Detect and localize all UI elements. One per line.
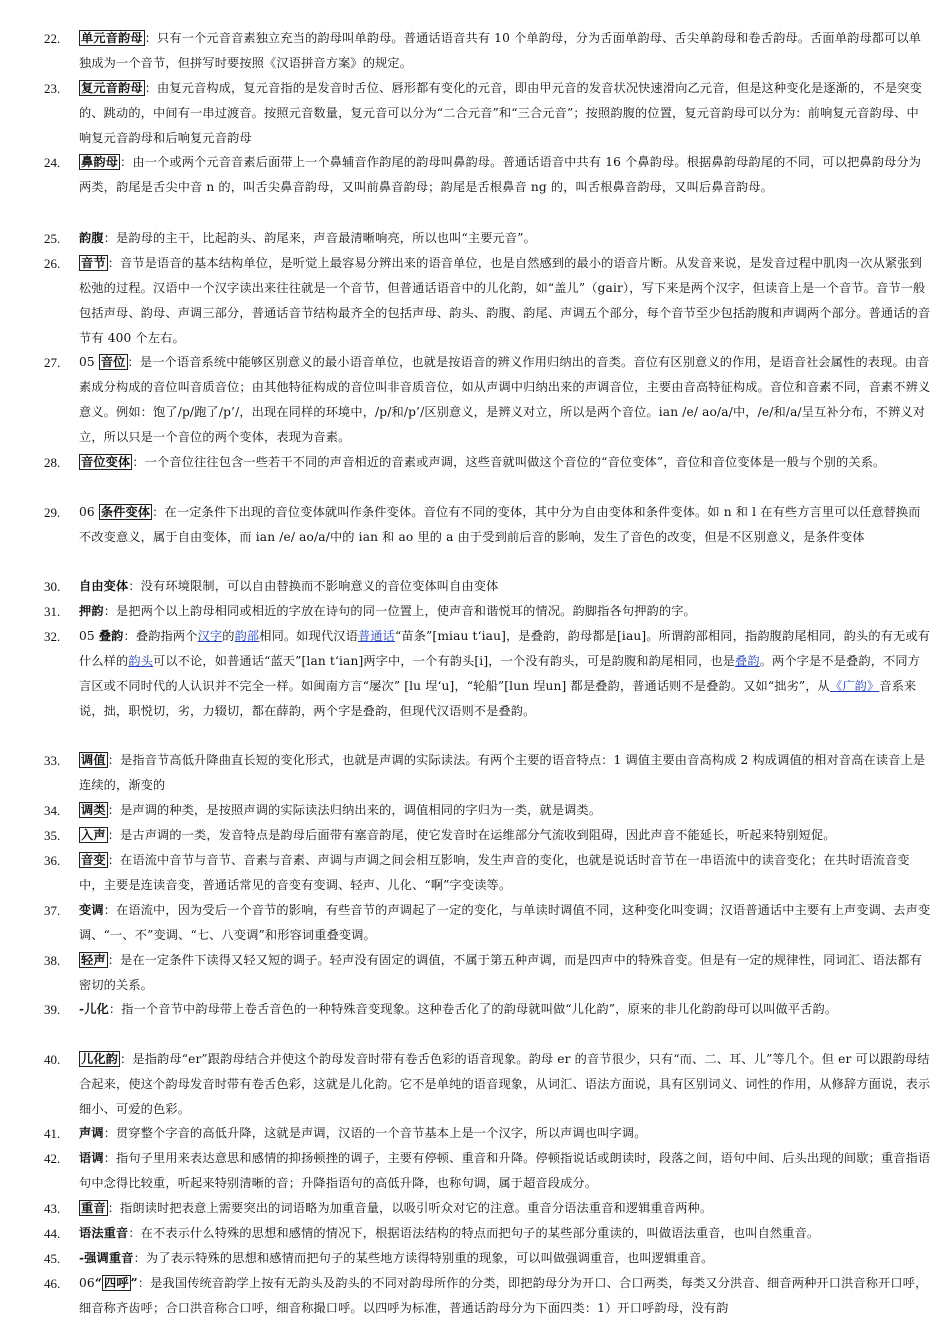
entry-term: 语调 (79, 1151, 104, 1165)
entry-term: 轻声 (81, 953, 106, 967)
entry-term: 叠韵 (98, 629, 124, 643)
entry-text-run: ：是韵母的主干，比起韵头、韵尾来，声音最清晰响亮，所以也叫“主要元音”。 (103, 231, 536, 245)
entry-text (79, 150, 931, 200)
entry-text-run: ：是古声调的一类，发音特点是韵母后面带有塞音韵尾，使它发音时在运维部分气流收到阻碍，因此声音不能延长，听起来特别短促。 (107, 828, 836, 842)
entry-term: 复元音韵母 (81, 81, 143, 95)
entry-text-run: ：在不表示什么特殊的思想和感情的情况下，根据语法结构的特点而把句子的某些部分重读的，叫做语法重音，也叫自然重音。 (128, 1226, 820, 1240)
entry-text-run: ：叠韵指两个 (123, 629, 198, 643)
entry-number: 28. (44, 455, 61, 470)
entry-number: 44. (44, 1226, 61, 1241)
entry-text (79, 1271, 931, 1321)
entry-number: 39. (44, 1002, 61, 1017)
entry-term: “ (94, 1276, 102, 1290)
entry-text-run: ：在一定条件下出现的音位变体就叫作条件变体。音位有不同的变体，其中分为自由变体和条件变体。如 n 和 l 在有些方言里可以任意替换而不改变意义，属于自由变体，而 ian /e/ ao/a/中的 ian 和 ao 里的 a 由于受到前后音的影响，发生了音色的改变，但是不区别意义，是条件变体 (79, 505, 921, 544)
entry-text-run: ：在语流中音节与音节、音素与音素、声调与声调之间会相互影响，发生声音的变化，也就是说话时音节在一串语流中的读音变化；在共时语流音变中，主要是连读音变，普通话常见的音变有变调、轻声、儿化、“啊”字变读等。 (79, 853, 910, 892)
entry-text-run: ：音节是语音的基本结构单位，是听觉上最容易分辨出来的语音单位，也是自然感到的最小的语音片断。从发音来说，是发音过程中肌肉一次从紧张到松弛的过程。汉语中一个汉字读出来往往就是一个音节，但普通话语音中的儿化韵，如“盖儿”（gair），写下来是两个汉字，但读音上是一个音节。音节一般包括声母、韵母、声调三部分，普通话音节结构最齐全的包括声母、韵头、韵腹、韵尾、声调五个部分，每个音节至少包括韵腹和声调两个部分。普通话的音节有 400 个左右。 (79, 256, 931, 345)
entry-term: 条件变体 (100, 505, 151, 519)
entry-term: 音位变体 (81, 455, 131, 469)
entry-term: 单元音韵母 (81, 31, 143, 45)
entry-text (79, 848, 931, 898)
entry-text (79, 948, 931, 998)
entry-number: 30. (44, 579, 61, 594)
entry-text-run: 06 (79, 1276, 95, 1290)
entry-term: 音位 (100, 355, 126, 369)
entry-term: 鼻韵母 (81, 155, 119, 169)
entry-text (79, 574, 931, 599)
entry-text (79, 599, 931, 624)
entry-term: 重音 (81, 1201, 106, 1215)
entry-number: 23. (44, 81, 61, 96)
entry-text (79, 748, 931, 798)
entry-text-run: ：是一个语音系统中能够区别意义的最小语音单位，也就是按语音的辨义作用归纳出的音类。音位有区别意义的作用，是语音社会属性的表现。由音素成分构成的音位叫音质音位；由其他特征构成的音位叫非音质音位，如从声调中归纳出来的声调音位，主要由音高特征构成。音位和音素不同，音素不辨义意义。例如：饱了/p/跑了/p’/，出现在同样的环境中，/p/和/p’/区别意义，是辨义对立，所以是两个音位。ian /e/ ao/a/中，/e/和/a/呈互补分布，不辨义对立，所以只是一个音位的两个变体，表现为音素。 (79, 355, 931, 444)
entry-text-run: ：是声调的种类，是按照声调的实际读法归纳出来的，调值相同的字归为一类，就是调类。 (107, 803, 602, 817)
entry-text-run: 音系来说，拙，职悦切，劣，力辍切，都在薛韵，两个字是叠韵，但现代汉语则不是叠韵。 (79, 679, 917, 718)
entry-number: 32. (44, 629, 61, 644)
entry-number: 36. (44, 853, 61, 868)
entry-text-run: ：是把两个以上韵母相同或相近的字放在诗句的同一位置上，使声音和谐悦耳的情况。韵脚指各句押韵的字。 (103, 604, 696, 618)
entry-text-run: 的 (222, 629, 235, 643)
entry-text (79, 1221, 931, 1246)
entry-text (79, 624, 931, 724)
entry-term: 音节 (81, 256, 106, 270)
entry-number: 42. (44, 1151, 61, 1166)
entry-term: 押韵 (79, 604, 104, 618)
entry-text-run: ：是在一定条件下读得又轻又短的调子。轻声没有固定的调值，不属于第五种声调，而是四声中的特殊音变。但是有一定的规律性，同词汇、语法都有密切的关系。 (79, 953, 922, 992)
entry-text-run: ：是指韵母“er”跟韵母结合并使这个韵母发音时带有卷舌色彩的语音现象。韵母 er 的音节很少，只有“而、二、耳、儿”等几个。但 er 可以跟韵母结合起来，使这个韵母发音时带有卷舌色彩，这就是儿化韵。它不是单纯的语音现象，从词汇、语法方面说，具有区别词义、词性的作用，从修辞方面说，表示细小、可爱的色彩。 (79, 1052, 931, 1116)
entry-number: 25. (44, 231, 61, 246)
entry-term: -儿化 (79, 1002, 109, 1016)
entry-text (79, 350, 931, 450)
entry-number: 31. (44, 604, 61, 619)
entry-number: 34. (44, 803, 61, 818)
entry-term: 自由变体 (79, 579, 129, 593)
entry-number: 27. (44, 355, 61, 370)
entry-text-run: ：为了表示特殊的思想和感情而把句子的某些地方读得特别重的现象，可以叫做强调重音，也叫逻辑重音。 (133, 1251, 714, 1265)
entry-text-run: ：由复元音构成，复元音指的是发音时舌位、唇形都有变化的元音，即由甲元音的发音状况快速滑向乙元音，但是这种变化是逐渐的，不是突变的、跳动的，中间有一串过渡音。按照元音数量，复元音可以分为“二合元音”和“三合元音”；按照韵腹的位置，复元音韵母可以分为：前响复元音韵母、中响复元音韵母和后响复元音韵母 (79, 81, 922, 145)
entry-text-run: 05 (79, 629, 99, 643)
entry-text-run: 相同。如现代汉语 (259, 629, 358, 643)
entry-number: 46. (44, 1276, 61, 1291)
entry-text-run: ：是指音节高低升降曲直长短的变化形式，也就是声调的实际读法。有两个主要的语音特点：1 调值主要由音高构成 2 构成调值的相对音高在读音上是连续的，渐变的 (79, 753, 926, 792)
entry-term: 入声 (81, 828, 106, 842)
entry-text (79, 226, 931, 251)
entry-term: 音变 (81, 853, 106, 867)
entry-text-run: ：一个音位往往包含一些若干不同的声音相近的音素或声调，这些音就叫做这个音位的“音位变体”，音位和音位变体是一般与个别的关系。 (132, 455, 886, 469)
entry-number: 35. (44, 828, 61, 843)
entry-text (79, 1196, 931, 1221)
entry-term: ” (130, 1276, 138, 1290)
entry-number: 41. (44, 1126, 61, 1141)
entry-text (79, 500, 931, 550)
entry-term: 声调 (79, 1126, 104, 1140)
entry-text (79, 798, 931, 823)
entry-text-run: 05 (79, 355, 99, 369)
entry-number: 38. (44, 953, 61, 968)
entry-number: 33. (44, 753, 61, 768)
entry-text (79, 997, 931, 1022)
entry-text-run: ：是我国传统音韵学上按有无韵头及韵头的不同对韵母所作的分类，即把韵母分为开口、合口两类，每类又分洪音、细音两种开口洪音称开口呼，细音称齐齿呼；合口洪音称合口呼，细音称撮口呼。以四呼为标准，普通话韵母分为下面四类：1）开口呼韵母，没有韵 (79, 1276, 928, 1315)
entry-text-run: ：指朗读时把表意上需要突出的词语略为加重音量，以吸引听众对它的注意。重音分语法重音和逻辑重音两种。 (107, 1201, 713, 1215)
entry-text-run: “苗条”[miau t‘iau]，是叠韵，韵母都是[iau]。所谓韵部相同，指韵腹韵尾相同，韵头的有无或有什么样的 (79, 629, 931, 668)
entry-text-run: ：没有环境限制，可以自由替换而不影响意义的音位变体叫自由变体 (128, 579, 499, 593)
entry-text (79, 1246, 931, 1271)
entry-text (79, 1121, 931, 1146)
entry-number: 22. (44, 31, 61, 46)
entry-number: 43. (44, 1201, 61, 1216)
entry-term: 四呼 (103, 1276, 129, 1290)
hyperlink[interactable]: 韵部 (234, 629, 260, 643)
entry-text (79, 450, 931, 475)
entry-term: -强调重音 (79, 1251, 134, 1265)
entry-number: 24. (44, 155, 61, 170)
entry-term: 调类 (81, 803, 106, 817)
entry-number: 26. (44, 256, 61, 271)
entry-number: 29. (44, 505, 61, 520)
entry-text-run: ：贯穿整个字音的高低升降，这就是声调，汉语的一个音节基本上是一个汉字，所以声调也叫字调。 (103, 1126, 647, 1140)
hyperlink[interactable]: 汉字 (197, 629, 223, 643)
entry-text-run: ：在语流中，因为受后一个音节的影响，有些音节的声调起了一定的变化，与单读时调值不同，这种变化叫变调；汉语普通话中主要有上声变调、去声变调、“一、不”变调、“七、八变调”和形容词重叠变调。 (79, 903, 931, 942)
hyperlink[interactable]: 叠韵 (735, 654, 760, 668)
entry-text-run: ：指一个音节中韵母带上卷舌音色的一种特殊音变现象。这种卷舌化了的韵母就叫做“儿化韵”，原来的非儿化韵韵母可以叫做平舌韵。 (108, 1002, 838, 1016)
entry-term: 变调 (79, 903, 104, 917)
entry-number: 37. (44, 903, 61, 918)
entry-text (79, 76, 931, 151)
entry-text (79, 1047, 931, 1122)
hyperlink[interactable]: 普通话 (357, 629, 395, 643)
entry-text-run: 06 (79, 505, 99, 519)
entry-number: 40. (44, 1052, 61, 1067)
entry-text-run: ：只有一个元音音素独立充当的韵母叫单韵母。普通话语音共有 10 个单韵母，分为舌面单韵母、舌尖单韵母和卷舌韵母。舌面单韵母都可以单独成为一个音节，但拼写时要按照《汉语拼音方案》的规定。 (79, 31, 922, 70)
entry-number: 45. (44, 1251, 61, 1266)
entry-term: 语法重音 (79, 1226, 129, 1240)
hyperlink[interactable]: 韵头 (128, 654, 154, 668)
entry-term: 儿化韵 (81, 1052, 119, 1066)
entry-text (79, 898, 931, 948)
entry-text (79, 823, 931, 848)
entry-text-run: ：指句子里用来表达意思和感情的抑扬顿挫的调子，主要有停顿、重音和升降。停顿指说话或朗读时，段落之间，语句中间、后头出现的间歇；重音指语句中念得比较重，听起来特别清晰的音；升降指语句的高低升降，也称句调，属于超音段成分。 (79, 1151, 931, 1190)
entry-term: 韵腹 (79, 231, 104, 245)
entry-text-run: 可以不论，如普通话“蓝天”[lan t‘ian]两字中，一个有韵头[i]，一个没有韵头，可是韵腹和韵尾相同，也是 (153, 654, 735, 668)
entry-term: 调值 (81, 753, 106, 767)
entry-text (79, 1146, 931, 1196)
hyperlink[interactable]: 《广韵》 (830, 679, 880, 693)
entry-text-run: 。两个字是不是叠韵，不同方言区或不同时代的人认识并不完全一样。如闽南方言“屡次” [lu 埕‘u]，“轮船”[lun 埕un] 都是叠韵，普通话则不是叠韵。又如“拙劣”，从 (79, 654, 921, 693)
entry-text (79, 26, 931, 76)
entry-text (79, 251, 931, 351)
entry-text-run: ：由一个或两个元音音素后面带上一个鼻辅音作韵尾的韵母叫鼻韵母。普通话语音中共有 16 个鼻韵母。根据鼻韵母韵尾的不同，可以把鼻韵母分为两类，韵尾是舌尖中音 n 的，叫舌尖鼻音韵母，又叫前鼻音韵母；韵尾是舌根鼻音 ng 的，叫舌根鼻音韵母，又叫后鼻音韵母。 (79, 155, 922, 194)
